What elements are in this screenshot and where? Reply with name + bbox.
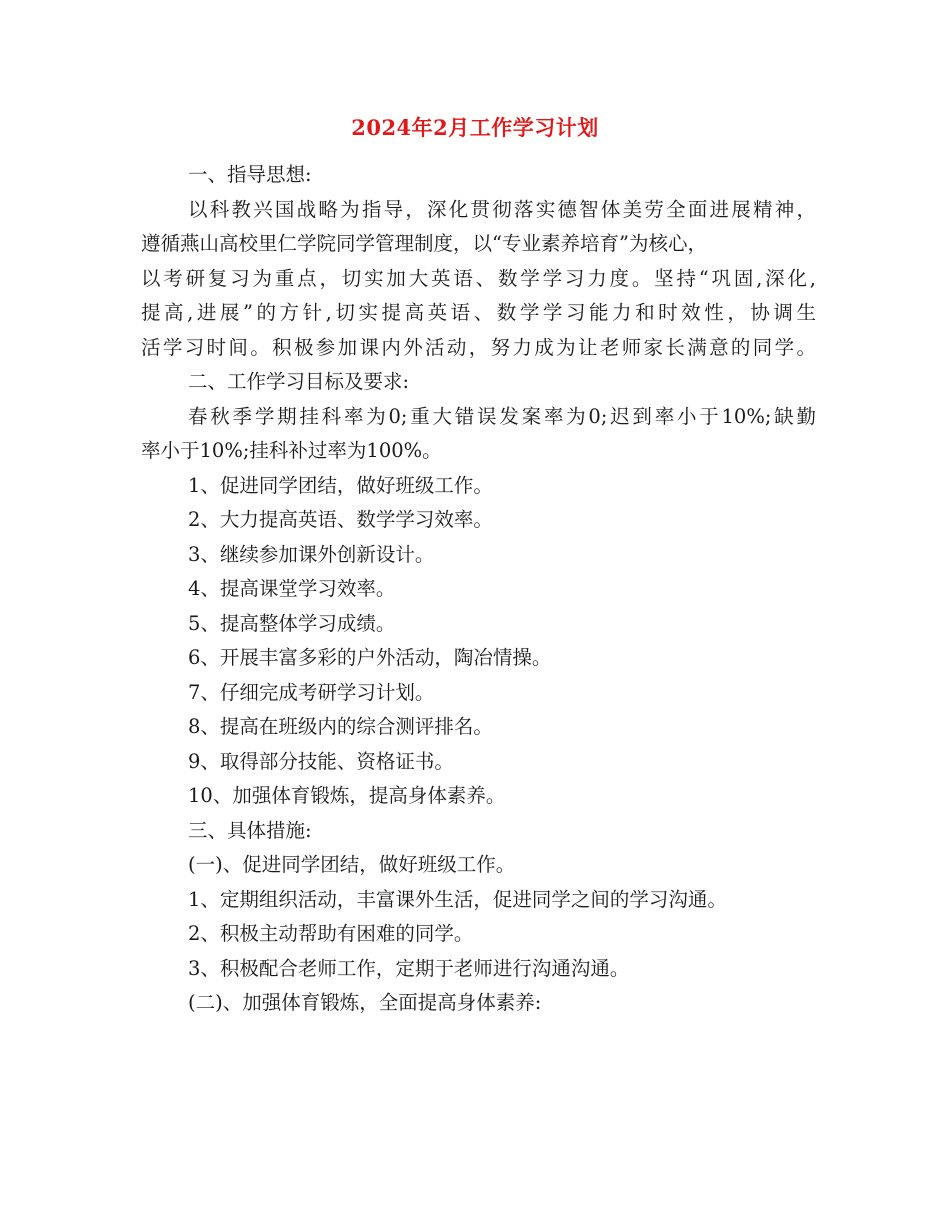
paragraph-line-text: 提高,进展”的方针,切实提高英语、数学学习能力和时效性，协调生: [141, 301, 816, 324]
paragraph-line-text: 7、仔细完成考研学习计划。: [188, 680, 435, 704]
paragraph-line: [141, 227, 816, 262]
paragraph-line: [141, 917, 816, 952]
paragraph-line-text: 活学习时间。积极参加课内外活动，努力成为让老师家长满意的同学。: [141, 335, 816, 359]
paragraph-line: [141, 676, 816, 711]
paragraph-line-text: 9、取得部分技能、资格证书。: [188, 749, 454, 773]
paragraph-line-text: (一)、促进同学团结，做好班级工作。: [188, 853, 516, 876]
paragraph-line: [141, 158, 816, 193]
paragraph-line: [141, 952, 816, 987]
paragraph-line: [141, 434, 816, 469]
paragraph-line-text: 以考研复习为重点，切实加大英语、数学学习力度。坚持“巩固,深化,: [141, 266, 816, 290]
paragraph-line: [141, 538, 816, 573]
paragraph-line: [141, 986, 816, 1021]
paragraph-line: [141, 745, 816, 780]
paragraph-line-text: 1、促进同学团结，做好班级工作。: [188, 473, 493, 497]
paragraph-line-text: 春秋季学期挂科率为0;重大错误发案率为0;迟到率小于10%;缺勤: [188, 404, 816, 428]
document-title: 2024年2月工作学习计划: [351, 115, 599, 140]
paragraph-line: [141, 365, 816, 400]
paragraph-line: [141, 814, 816, 849]
paragraph-line: [141, 883, 816, 918]
paragraph-line: [141, 469, 816, 504]
paragraph-line-text: 遵循燕山高校里仁学院同学管理制度，以“专业素养培育”为核心，: [141, 232, 707, 255]
paragraph-line: [141, 572, 816, 607]
paragraph-line-text: 4、提高课堂学习效率。: [188, 577, 396, 600]
paragraph-line-text: 6、开展丰富多彩的户外活动，陶冶情操。: [188, 646, 552, 669]
document-body: [141, 158, 816, 1021]
paragraph-line: [141, 641, 816, 676]
paragraph-line-text: 3、积极配合老师工作，定期于老师进行沟通沟通。: [188, 956, 630, 980]
paragraph-line: [141, 262, 816, 297]
paragraph-line-text: 5、提高整体学习成绩。: [188, 611, 396, 635]
paragraph-line: [141, 503, 816, 538]
paragraph-line-text: 3、继续参加课外创新设计。: [188, 542, 435, 566]
paragraph-line: [141, 779, 816, 814]
paragraph-line-text: 三、具体措施:: [188, 818, 312, 842]
paragraph-line-text: (二)、加强体育锻炼，全面提高身体素养:: [188, 991, 542, 1014]
paragraph-line-text: 以科教兴国战略为指导，深化贯彻落实德智体美劳全面进展精神，: [188, 197, 816, 221]
paragraph-line-text: 一、指导思想:: [188, 163, 312, 186]
paragraph-line: [141, 710, 816, 745]
paragraph-line: [141, 607, 816, 642]
paragraph-line: [141, 400, 816, 435]
paragraph-line-text: 二、工作学习目标及要求:: [188, 370, 410, 393]
paragraph-line-text: 1、定期组织活动，丰富课外生活，促进同学之间的学习沟通。: [188, 887, 727, 911]
paragraph-line: [141, 193, 816, 228]
paragraph-line: [141, 848, 816, 883]
paragraph-line: [141, 296, 816, 331]
paragraph-line-text: 8、提高在班级内的综合测评排名。: [188, 715, 493, 738]
paragraph-line-text: 2、积极主动帮助有困难的同学。: [188, 922, 474, 945]
paragraph-line-text: 10、加强体育锻炼，提高身体素养。: [188, 784, 506, 807]
paragraph-line: [141, 331, 816, 366]
paragraph-line-text: 率小于10%;挂科补过率为100%。: [141, 439, 442, 462]
paragraph-line-text: 2、大力提高英语、数学学习效率。: [188, 508, 493, 531]
